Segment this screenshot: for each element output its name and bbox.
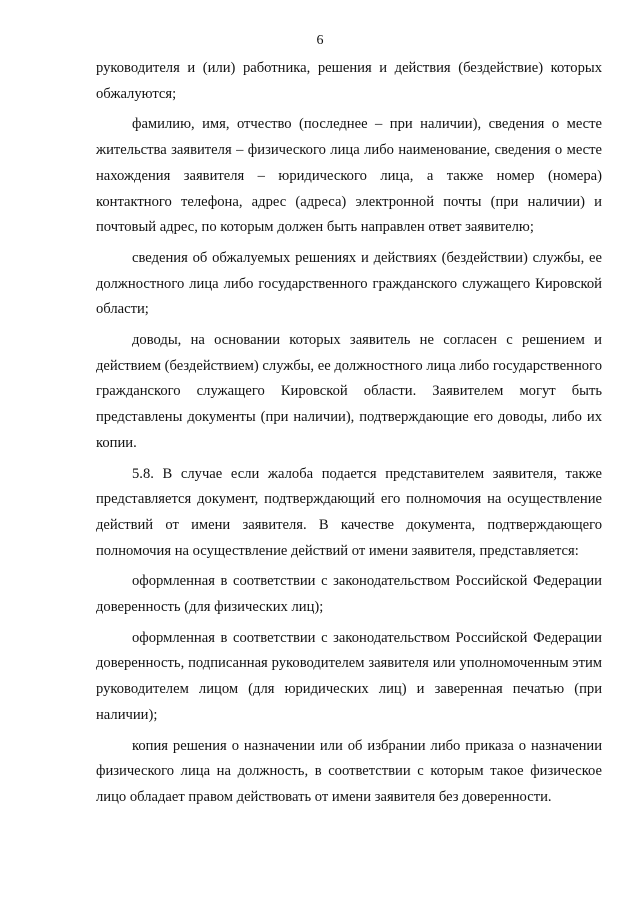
paragraph-appealed-decisions: сведения об обжалуемых решениях и действиях (бездействии) службы, ее должностного лица либо государственного гражданского служащего Кировской области; <box>96 249 602 318</box>
page-number: 6 <box>316 33 324 48</box>
paragraph-arguments: доводы, на основании которых заявитель не согласен с решением и действием (бездействием) службы, ее должностного лица либо государственного гражданского служащего Кировской области. Заявителем могут быть представлены документы (при наличии), подтверждающие его доводы, либо их копии. <box>96 332 602 451</box>
paragraph-section-5-8: 5.8. В случае если жалоба подается представителем заявителя, также представляется документ, подтверждающий его полномочия на осуществление действий от имени заявителя. В качестве документа, подтверждающего полномочия на осуществление действий от имени заявителя, представляется: <box>96 465 602 559</box>
paragraph-continuation: руководителя и (или) работника, решения и действия (бездействие) которых обжалуются; <box>96 60 602 102</box>
document-body <box>96 56 602 816</box>
paragraph-applicant-details: фамилию, имя, отчество (последнее – при наличии), сведения о месте жительства заявителя – физического лица либо наименование, сведения о месте нахождения заявителя – юридического лица, а также номер (номера) контактного телефона, адрес (адреса) электронной почты (при наличии) и почтовый адрес, по которым должен быть направлен ответ заявителю; <box>96 116 602 236</box>
paragraph-power-of-attorney-individuals: оформленная в соответствии с законодательством Российской Федерации доверенность (для физических лиц); <box>96 573 602 616</box>
paragraph-power-of-attorney-legal-entities: оформленная в соответствии с законодательством Российской Федерации доверенность, подписанная руководителем заявителя или уполномоченным этим руководителем лицом (для юридических лиц) и заверенная печатью (при наличии); <box>96 629 602 723</box>
paragraph-appointment-order-copy: копия решения о назначении или об избрании либо приказа о назначении физического лица на должность, в соответствии с которым такое физическое лицо обладает правом действовать от имени заявителя без доверенности. <box>96 737 602 805</box>
